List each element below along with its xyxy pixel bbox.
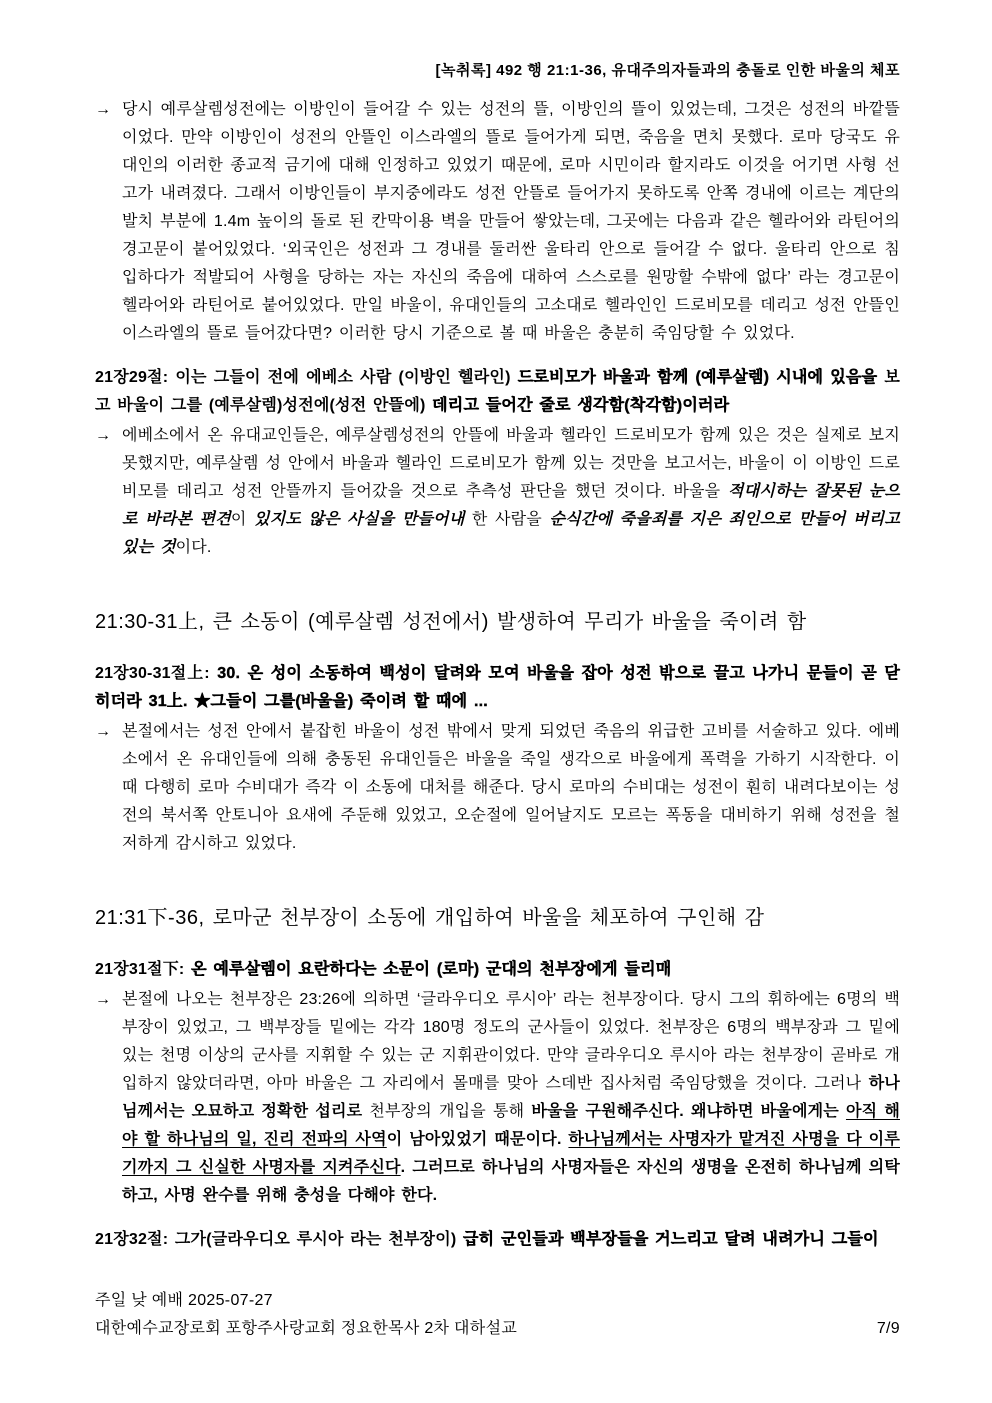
- commentary-paragraph: [95, 986, 900, 1210]
- text-segment: 하나님께서는 사명자가 맡겨진 사명을 다 이루기까지 그 신실한 사명자를 지켜주신다: [122, 1131, 900, 1176]
- text-segment: 바울을 구원해주신다. 왜냐하면 바울에게는: [531, 1103, 846, 1120]
- text-segment: 온 예루살렘이 요란하다는 소문이 (로마) 군대의 천부장에게 들리매: [191, 961, 672, 978]
- paragraph-text: [122, 96, 900, 348]
- text-segment: 데리고 들어간 줄로 생각함(착각함)이러라: [432, 397, 730, 414]
- text-segment: 21장30-31절上:: [95, 665, 218, 682]
- text-segment: 순식간에 죽을죄를 지은 죄인으로 만들어 버리고 있는 것: [122, 511, 900, 556]
- arrow-icon: →: [95, 991, 112, 1008]
- document-footer: [95, 1287, 900, 1343]
- text-segment: 본절에서는 성전 안에서 붙잡힌 바울이 성전 밖에서 맞게 되었던 죽음의 위급한 고비를 서술하고 있다. 에베소에서 온 유대인들에 의해 충동된 유대인들은 바울을 죽일 생각으로 바울에게 폭력을 가하기 시작한다. 이때 다행히 로마 수비대가 즉각 이 소동에 대처를 해준다. 당시 로마의 수비대는 성전이 훤히 내려다보이는 성전의 북서쪽 안토니아 요새에 주둔해 있었고, 오순절에 일어날지도 모르는 폭동을 대비하기 위해 성전을 철저하게 감시하고 있었다.: [122, 723, 900, 852]
- text-segment: 본절에 나오는 천부장은 23:26에 의하면 ‘글라우디오 루시아’ 라는 천부장이다. 당시 그의 휘하에는 6명의 백부장이 있었고, 그 백부장들 밑에는 각각 180명 정도의 군사들이 있었다. 천부장은 6명의 백부장과 그 밑에 있는 천명 이상의 군사를 지휘할 수 있는 군 지휘관이었다. 만약 글라우디오 루시아 라는 천부장이 곧바로 개입하지 않았더라면, 아마 바울은 그 자리에서 몰매를 맞아 스데반 집사처럼 죽임당했을 것이다. 그러나: [122, 991, 900, 1092]
- paragraph-text: [122, 718, 900, 858]
- text-segment: 적대시하는 잘못된 눈으로 바라본 편견: [122, 483, 900, 528]
- text-segment: 이: [230, 511, 255, 528]
- text-segment: 이다.: [175, 539, 212, 556]
- text-segment: 21장29절:: [95, 369, 176, 386]
- arrow-icon: →: [95, 101, 112, 118]
- text-segment: 21장32절:: [95, 1231, 175, 1248]
- commentary-paragraph: [95, 96, 900, 348]
- verse-paragraph: [95, 660, 900, 716]
- text-segment: 그들이: [831, 1231, 879, 1248]
- text-segment: . 그러므로 하나님의 사명자들은 자신의 생명을 온전히 하나님께 의탁하고, 사명 완수를 위해 충성을 다해야 한다.: [122, 1159, 900, 1204]
- section-heading: 21:31下-36, 로마군 천부장이 소동에 개입하여 바울을 체포하여 구인해 감: [95, 907, 765, 929]
- text-segment: 이는 그들이 전에 에베소 사람 (이방인 헬라인): [175, 369, 518, 386]
- paragraph-text: [122, 422, 900, 562]
- text-segment: 당시 예루살렘성전에는 이방인이 들어갈 수 있는 성전의 뜰, 이방인의 뜰이 있었는데, 그것은 성전의 바깥뜰이었다. 만약 이방인이 성전의 안뜰인 이스라엘의 뜰로 들어가게 되면, 죽음을 면치 못했다. 로마 당국도 유대인의 이러한 종교적 금기에 대해 인정하고 있었기 때문에, 로마 시민이라 할지라도 이것을 어기면 사형 선고가 내려졌다. 그래서 이방인들이 부지중에라도 성전 안뜰로 들어가지 못하도록 안쪽 경내에 이르는 계단의 발치 부분에 1.4m 높이의 돌로 된 칸막이용 벽을 만들어 쌓았는데, 그곳에는 다음과 같은 헬라어와 라틴어의 경고문이 붙어있었다. ‘외국인은 성전과 그 경내를 둘러싼 울타리 안으로 들어갈 수 없다. 울타리 안으로 침입하다가 적발되어 사형을 당하는 자는 자신의 죽음에 대하여 스스로를 원망할 수밖에 없다’ 라는 경고문이 헬라어와 라틴어로 붙어있었다. 만일 바울이, 유대인들의 고소대로 헬라인인 드로비모를 데리고 성전 안뜰인 이스라엘의 뜰로 들어갔다면? 이러한 당시 기준으로 볼 때 바울은 충분히 죽임당할 수 있었다.: [122, 101, 900, 342]
- document-header-title: [녹취록] 492 행 21:1-36, 유대주의자들과의 충돌로 인한 바울의 체포: [435, 62, 900, 79]
- text-segment: 있지도 않은 사실을 만들어내: [254, 511, 465, 528]
- commentary-paragraph: [95, 422, 900, 562]
- text-segment: 아직 해야 할 하나님의 일, 진리 전파의 사역: [122, 1103, 900, 1148]
- text-segment: 보고 바울이 그를 (예루살렘)성전에(성전 안뜰에): [95, 369, 900, 414]
- text-segment: 30. 온 성이 소동하여 백성이 달려와 모여 바울을 잡아 성전 밖으로 끌고 나가니 문들이 곧 닫히더라 31上. ★그들이 그를(바울을) 죽이려 할 때에 ...: [95, 665, 901, 710]
- verse-paragraph: [95, 956, 900, 984]
- arrow-icon: →: [95, 723, 112, 740]
- verse-paragraph: [95, 1226, 900, 1254]
- footer-church-info: 대한예수교장로회 포항주사랑교회 정요한목사 2차 대하설교: [95, 1320, 518, 1337]
- text-segment: 한 사람을: [464, 511, 550, 528]
- text-segment: 21장31절下:: [95, 961, 192, 978]
- commentary-paragraph: [95, 718, 900, 858]
- text-segment: 하나님께서는 오묘하고 정확한 섭리로: [122, 1075, 900, 1120]
- footer-service-info: 주일 낮 예배 2025-07-27: [95, 1292, 273, 1309]
- arrow-icon: →: [95, 427, 112, 444]
- text-segment: 이 남아있었기 때문이다.: [386, 1131, 569, 1148]
- verse-paragraph: [95, 364, 900, 420]
- page-number: 7/9: [876, 1320, 900, 1337]
- text-segment: 드로비모가 바울과 함께 (예루살렘) 시내에 있음을: [517, 369, 885, 386]
- text-segment: 그가(글라우디오 루시아 라는 천부장이): [174, 1231, 464, 1248]
- text-segment: 에베소에서 온 유대교인들은, 예루살렘성전의 안뜰에 바울과 헬라인 드로비모가 함께 있은 것은 실제로 보지 못했지만, 예루살렘 성 안에서 바울과 헬라인 드로비모가 함께 있는 것만을 보고서는, 바울이 이 이방인 드로비모를 데리고 성전 안뜰까지 들어갔을 것으로 추측성 판단을 했던 것이다. 바울을: [122, 427, 900, 500]
- section-heading: 21:30-31上, 큰 소동이 (예루살렘 성전에서) 발생하여 무리가 바울을 죽이려 함: [95, 611, 807, 633]
- document-body: [95, 96, 900, 1254]
- text-segment: 천부장의 개입을 통해: [362, 1103, 532, 1120]
- paragraph-text: [122, 986, 900, 1210]
- text-segment: 급히 군인들과 백부장들을 거느리고 달려 내려가니: [463, 1231, 832, 1248]
